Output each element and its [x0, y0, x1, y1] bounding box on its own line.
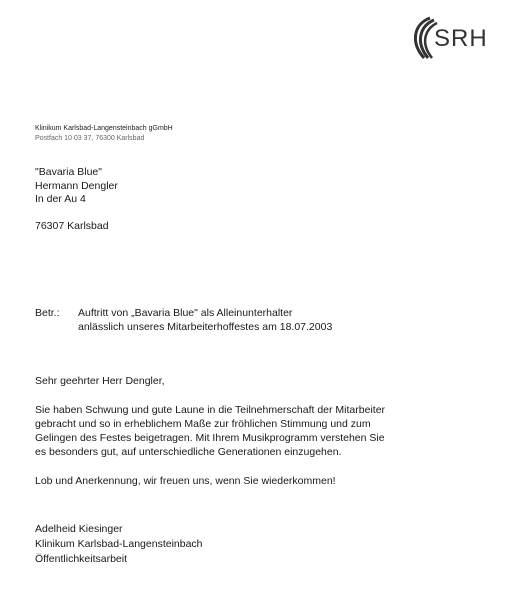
recipient-city: 76307 Karlsbad — [35, 219, 109, 232]
recipient-line-2: Hermann Dengler — [35, 179, 118, 192]
paragraph-1 — [35, 403, 475, 459]
paragraph-1-line-1: Sie haben Schwung und gute Laune in die Teilnehmerschaft der Mitarbeiter — [35, 404, 386, 416]
srh-swoosh-icon — [404, 16, 438, 60]
paragraph-1-line-4: es besonders gut, auf unterschiedliche Generationen einzugehen. — [35, 446, 342, 458]
paragraph-2: Lob und Anerkennung, wir freuen uns, wenn Sie wiederkommen! — [35, 475, 336, 487]
subject-line-2: anlässlich unseres Mitarbeiterhoffestes am 18.07.2003 — [78, 321, 333, 333]
recipient-line-1: "Bavaria Blue" — [35, 166, 102, 178]
sender-name: Klinikum Karlsbad-Langensteinbach gGmbH — [35, 125, 173, 132]
signature-block — [35, 522, 203, 567]
letter-body — [35, 374, 475, 488]
recipient-line-3: In der Au 4 — [35, 193, 86, 205]
paragraph-1-line-3: Gelingen des Festes beigetragen. Mit Ihrem Musikprogramm verstehen Sie — [35, 432, 385, 444]
recipient-address — [35, 166, 118, 233]
salutation: Sehr geehrter Herr Dengler, — [35, 375, 165, 387]
subject-text — [78, 306, 332, 334]
signature-department: Öffentlichkeitsarbeit — [35, 553, 128, 565]
subject-line-1: Auftritt von „Bavaria Blue" als Alleinunterhalter — [78, 307, 293, 319]
logo-text: SRH — [434, 25, 488, 52]
signature-name: Adelheid Kiesinger — [35, 523, 123, 535]
paragraph-1-line-2: gebracht und so in erheblichem Maße zur fröhlichen Stimmung und zum — [35, 418, 371, 430]
sender-postbox: Postfach 10 03 37, 76300 Karlsbad — [35, 135, 145, 142]
srh-logo — [404, 16, 496, 60]
signature-organization: Klinikum Karlsbad-Langensteinbach — [35, 538, 203, 550]
subject-label: Betr.: — [35, 307, 60, 319]
subject-block — [35, 306, 332, 334]
sender-address — [35, 124, 173, 144]
